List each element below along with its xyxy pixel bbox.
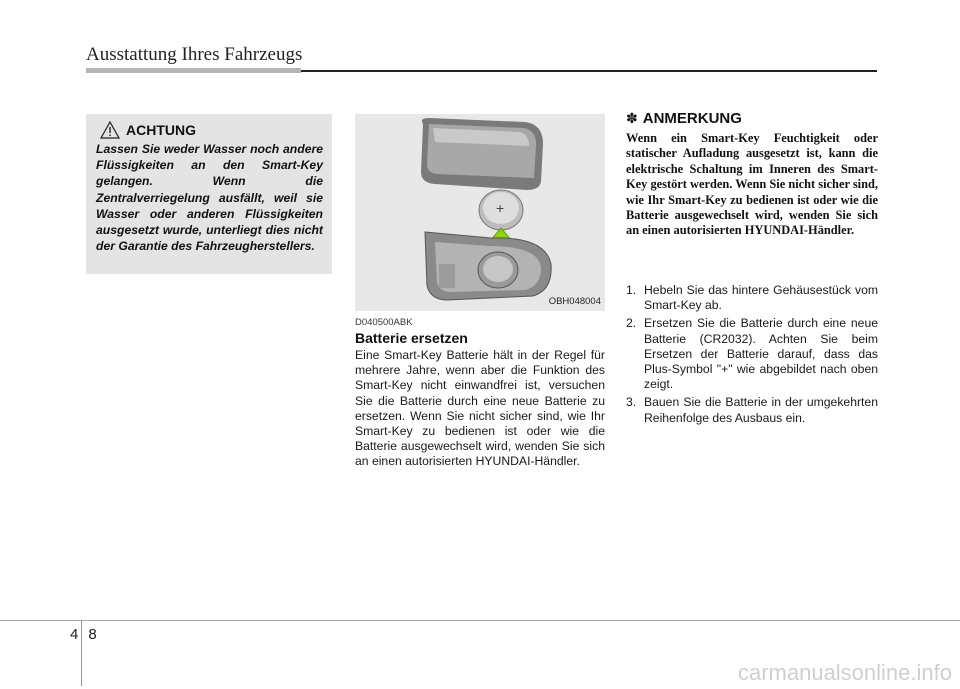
- asterisk-icon: ✽: [626, 110, 638, 126]
- warning-header: [100, 121, 323, 139]
- step-text: Bauen Sie die Batterie in der umgekehrten Reihenfolge des Ausbaus ein.: [644, 395, 878, 425]
- step-text: Hebeln Sie das hintere Gehäusestück vom Smart-Key ab.: [644, 283, 878, 313]
- warning-text: Lassen Sie weder Wasser noch andere Flüssigkeiten an den Smart-Key gelangen. Wenn die Zentralverriegelung ausfällt, weil sie Wasser oder anderen Flüssigkeiten ausgesetzt wurde, unterliegt dies nicht der Garantie des Fahrzeugherstellers.: [96, 142, 323, 254]
- figure-code: OBH048004: [548, 296, 601, 307]
- svg-text:+: +: [496, 200, 505, 216]
- smart-key-illustration: [355, 114, 605, 311]
- note-header: [626, 110, 878, 127]
- step-text: Ersetzen Sie die Batterie durch eine neue Batterie (CR2032). Achten Sie beim Ersetzen der Batterie darauf, dass das Plus-Symbol "+" wie abgebildet nach oben zeigt.: [644, 316, 878, 392]
- warning-box: [86, 114, 332, 274]
- note-title: ANMERKUNG: [642, 110, 742, 127]
- battery-replacement-figure: [355, 114, 605, 311]
- footer-rule: [0, 620, 960, 621]
- step-number: 2.: [626, 316, 637, 331]
- header-rule-accent: [86, 68, 301, 73]
- list-item: [626, 395, 878, 425]
- watermark: carmanualsonline.info: [737, 660, 952, 685]
- warning-triangle-icon: [100, 121, 120, 139]
- list-item: [626, 283, 878, 313]
- note-text: Wenn ein Smart-Key Feuchtigkeit oder statischer Aufladung ausgesetzt ist, kann die elektrische Schaltung im Inneren des Smart-Key gestört werden. Wenn Sie nicht sicher sind, wie Ihr Smart-Key zu bedienen ist oder wie die Batterie ausgewechselt wird, wenden Sie sich an einen autorisierten HYUNDAI-Händler.: [626, 131, 878, 238]
- list-item: [626, 316, 878, 392]
- step-number: 3.: [626, 395, 637, 410]
- section-code: D040500ABK: [355, 317, 413, 328]
- section-title: Batterie ersetzen: [355, 330, 468, 346]
- section-body: Eine Smart-Key Batterie hält in der Regel für mehrere Jahre, wenn aber die Funktion des Smart-Key nicht einwandfrei ist, versuchen Sie die Batterie durch eine neue Batterie zu ersetzen. Wenn Sie nicht sicher sind, wie Ihr Smart-Key zu bedienen ist oder wie die Batterie ausgewechselt wird, wenden Sie sich an einen autorisierten HYUNDAI-Händler.: [355, 348, 605, 469]
- page-number: 48: [70, 626, 107, 643]
- header-rule: [301, 70, 877, 72]
- warning-title: ACHTUNG: [126, 122, 196, 138]
- coin-battery-image: [479, 190, 523, 230]
- header-title: Ausstattung Ihres Fahrzeugs: [86, 44, 303, 65]
- step-number: 1.: [626, 283, 637, 297]
- steps-list: [626, 283, 878, 429]
